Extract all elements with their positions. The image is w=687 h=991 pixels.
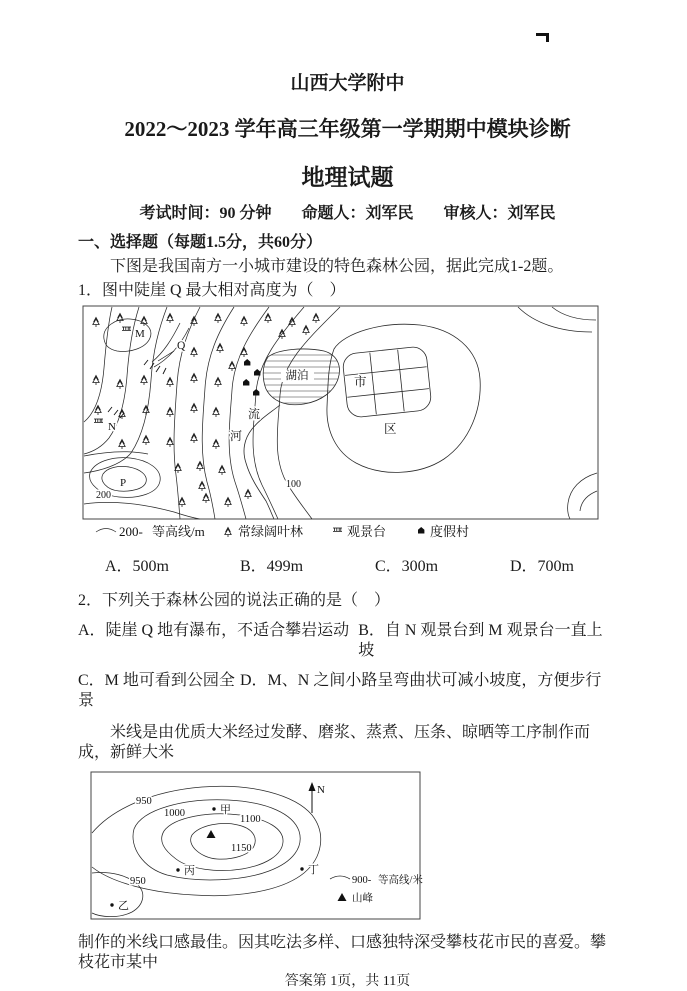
legend-peak-label: 山峰 — [352, 893, 373, 904]
city-label-2: 区 — [384, 422, 397, 436]
legend-contour-value: 900- — [352, 875, 372, 886]
question-1-options — [78, 557, 617, 577]
point-ding-label: 丁 — [308, 864, 319, 876]
page-footer: 答案第 1页，共 11页 — [284, 974, 411, 989]
contour-1100-label: 1100 — [240, 814, 261, 825]
resort-house-icon — [418, 527, 424, 534]
viewpoint-m-label: M — [135, 328, 145, 340]
map-border — [83, 306, 598, 519]
passage-line-2: 制作的米线口感最佳。因其吃法多样、口感独特深受攀枝花市民的喜爱。攀枝花市某中 — [78, 934, 607, 971]
legend-contour-value: 200- — [119, 524, 143, 539]
forest-park-map — [82, 305, 599, 543]
point-dot — [300, 867, 303, 870]
exam-setter: 命题人：刘军民 — [301, 205, 414, 222]
legend-contour-name: 等高线/m — [152, 524, 205, 539]
option-a: A．陡崖 Q 地有瀑布，不适合攀岩运动 — [78, 622, 350, 639]
point-dot — [110, 903, 113, 906]
legend-forest-label: 常绿阔叶林 — [238, 524, 304, 539]
passage-line-1: 米线是由优质大米经过发酵、磨浆、蒸煮、压条、晾晒等工序制作而成，新鲜大米 — [78, 724, 591, 761]
legend-contour-name: 等高线/米 — [378, 875, 423, 886]
question-intro: 下图是我国南方一小城市建设的特色森林公园，据此完成1-2题。 — [110, 258, 564, 275]
exam-meta — [78, 204, 617, 224]
contour-1150-label: 1150 — [231, 843, 252, 854]
contour-legend-symbol — [96, 529, 116, 533]
option-c: C．300m — [375, 558, 439, 575]
exam-reviewer: 审核人：刘军民 — [443, 205, 556, 222]
contour-950-bottom-label: 950 — [130, 876, 146, 887]
point-bing-label: 丙 — [184, 865, 195, 877]
viewpoint-icon — [333, 528, 342, 531]
subject-title: 地理试题 — [301, 165, 394, 190]
exam-time: 考试时间：90 分钟 — [139, 205, 272, 222]
point-yi-label: 乙 — [118, 900, 129, 912]
p-label: P — [120, 477, 127, 489]
contour-map — [90, 771, 438, 921]
section-title: 一、选择题（每题1.5分，共60分） — [78, 234, 323, 251]
contour-1000-label: 1000 — [164, 808, 185, 819]
river-label-1: 河 — [230, 429, 243, 443]
option-b: B．499m — [240, 558, 304, 575]
question-2: 2．下列关于森林公园的说法正确的是（ ） — [78, 592, 391, 609]
option-b: B．自 N 观景台到 M 观景台一直上坡 — [358, 622, 603, 659]
river-label-2: 流 — [248, 407, 261, 421]
forest-park-map-figure — [82, 305, 617, 543]
city-label-1: 市 — [354, 375, 367, 389]
lake-label: 湖泊 — [285, 370, 309, 382]
option-a: A．500m — [105, 558, 170, 575]
legend-resort-label: 度假村 — [430, 524, 470, 539]
contour-950-top-label: 950 — [136, 796, 152, 807]
school-name: 山西大学附中 — [290, 73, 405, 94]
contour-200-label: 200 — [96, 490, 111, 501]
question-2-options-row-2 — [78, 671, 617, 711]
point-dot — [176, 868, 179, 871]
option-c: C．M 地可看到公园全景 — [78, 672, 235, 709]
point-jia-label: 甲 — [220, 804, 231, 816]
point-dot — [212, 807, 215, 810]
scan-artifact-mark — [536, 33, 549, 42]
question-2-options-row-1 — [78, 621, 617, 661]
legend-viewpoint-label: 观景台 — [347, 524, 387, 539]
q-label: Q — [177, 340, 186, 352]
north-label: N — [317, 784, 325, 796]
question-1: 1．图中陡崖 Q 最大相对高度为（ ） — [78, 282, 346, 299]
contour-map-figure — [90, 771, 617, 921]
tree-icon — [225, 528, 231, 538]
map-legend — [96, 524, 469, 539]
option-d: D．700m — [510, 558, 575, 575]
contour-100-label: 100 — [286, 479, 301, 490]
viewpoint-n-label: N — [108, 421, 116, 433]
option-d: D．M、N 之间小路呈弯曲状可减小坡度，方便步行 — [240, 672, 602, 689]
exam-title: 2022～2023 学年高三年级第一学期期中模块诊断 — [124, 117, 571, 141]
